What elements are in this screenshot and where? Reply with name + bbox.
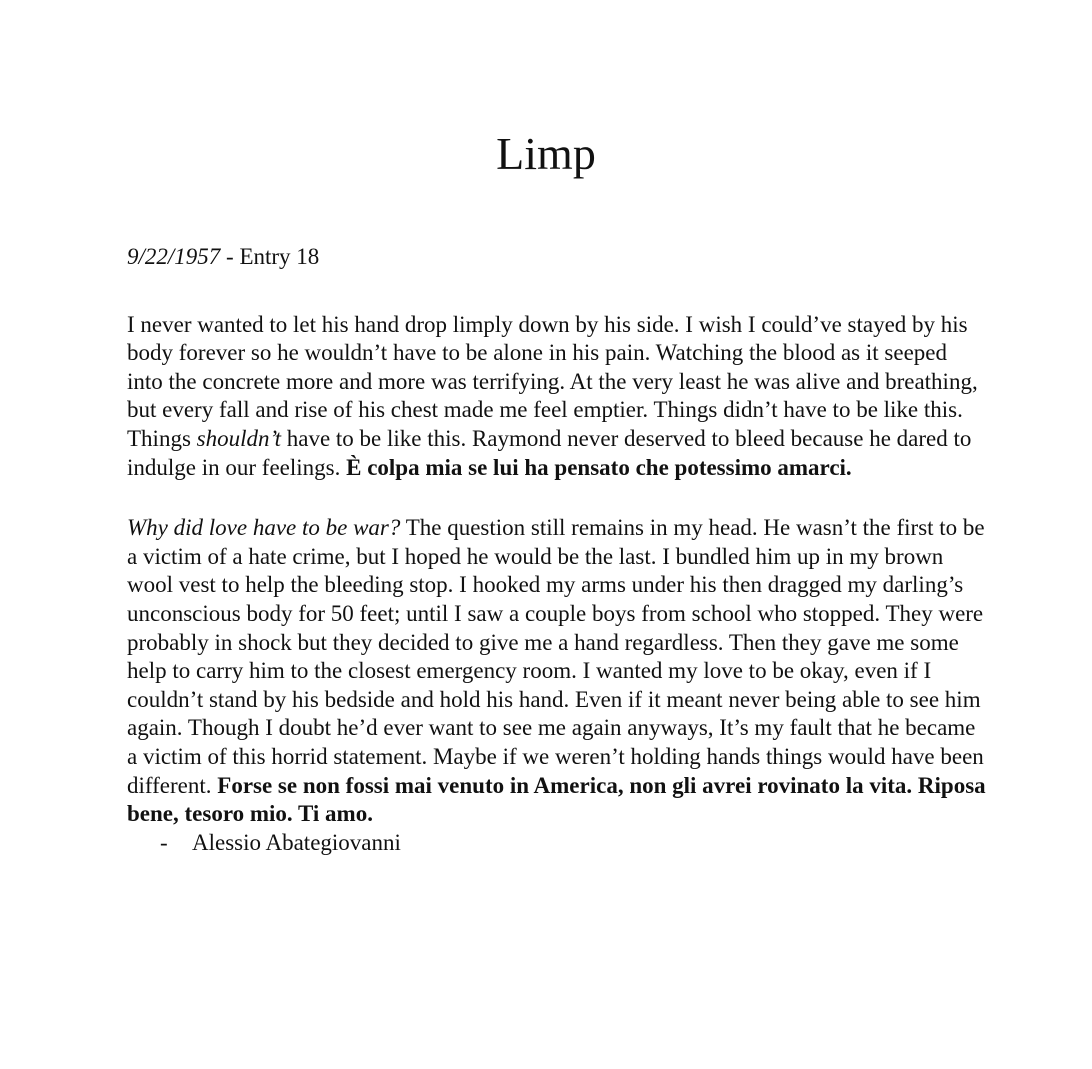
page-title: Limp — [496, 128, 596, 179]
entry-header — [127, 243, 987, 272]
journal-entry — [127, 243, 987, 857]
signature-dash: - — [160, 829, 168, 855]
entry-number: Entry 18 — [239, 244, 320, 269]
paragraph-two-text: The question still remains in my head. He wasn’t the first to be a victim of a hate crime, but I hoped he would be the last. I bundled him up in my brown wool vest to help the bleeding stop. I hooked my arms under his then dragged my darling’s unconscious body for 50 feet; until I saw a couple boys from school who stopped. They were probably in shock but they decided to give me a hand regardless. Then they gave me some help to carry him to the closest emergency room. I wanted my love to be okay, even if I couldn’t stand by his bedside and hold his hand. Even if it meant never being able to see him again. Though I doubt he’d ever want to see me again anyways, It’s my fault that he became a victim of this horrid statement. Maybe if we weren’t holding hands things would have been different. — [127, 515, 985, 798]
paragraph-two-question: Why did love have to be war? — [127, 515, 401, 541]
entry-date: 9/22/1957 — [127, 244, 221, 269]
paragraph-two-italian: Forse se non fossi mai venuto in America, non gli avrei rovinato la vita. Riposa bene, tesoro mio. Ti amo. — [127, 772, 986, 827]
paragraph-one-text: I never wanted to let his hand drop limply down by his side. I wish I could’ve stayed by his body forever so he wouldn’t have to be alone in his pain. Watching the blood as it seeped into the concrete more and more was terrifying. At the very least he was alive and breathing, but every fall and rise of his chest made me feel emptier. Things didn’t have to be like this. Things — [127, 311, 978, 451]
entry-separator: - — [220, 244, 240, 269]
paragraph-two — [127, 514, 987, 829]
paragraph-one-italian: È colpa mia se lui ha pensato che potessimo amarci. — [346, 454, 852, 480]
signature — [127, 829, 987, 858]
signature-author: Alessio Abategiovanni — [192, 829, 401, 855]
paragraph-one-text-continued: have to be like this. Raymond never deserved to bleed because he dared to indulge in our feelings. — [127, 425, 972, 480]
paragraph-one-emphasis: shouldn’t — [196, 425, 281, 451]
paragraph-one — [127, 311, 987, 483]
